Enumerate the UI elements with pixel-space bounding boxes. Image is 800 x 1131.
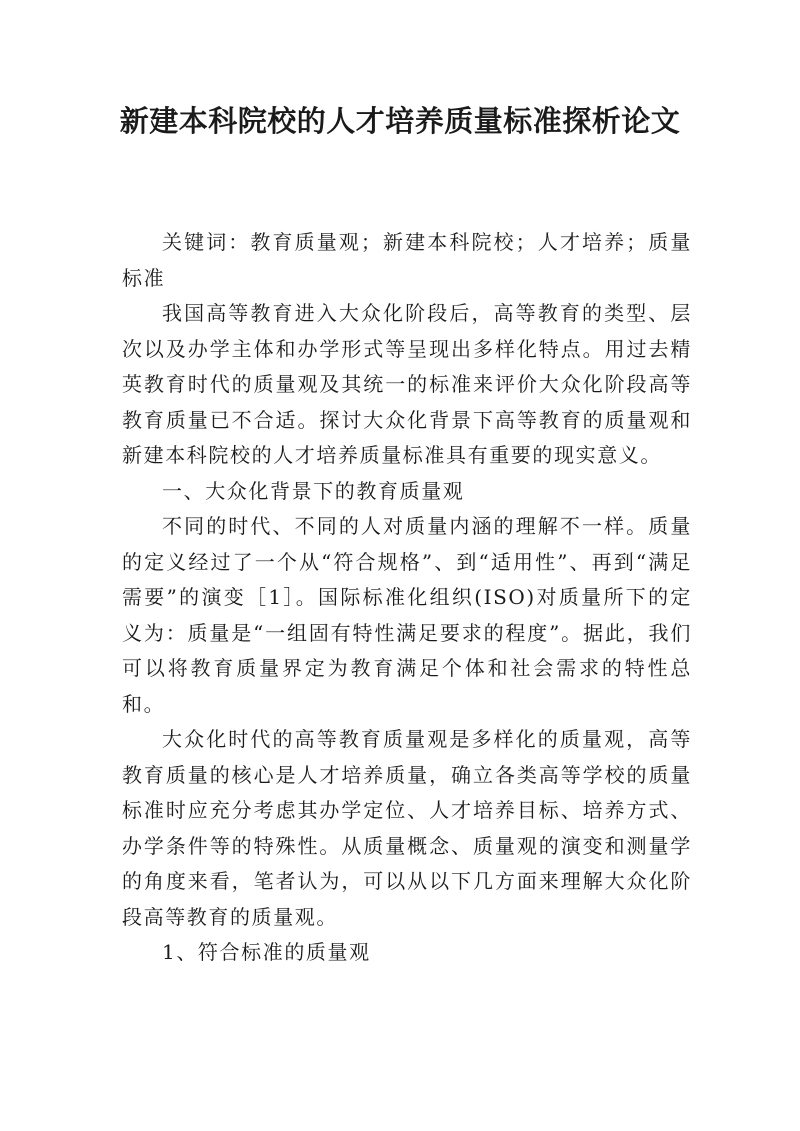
quality-definition-paragraph: 不同的时代、不同的人对质量内涵的理解不一样。质量的定义经过了一个从“符合规格”、到“适用性”、再到“满足需要”的演变［1］。国际标准化组织(ISO)对质量所下的定义为：质量是“一组固有特性满足要求的程度”。据此，我们可以将教育质量界定为教育满足个体和社会需求的特性总和。: [122, 514, 692, 716]
subsection-heading-1: 1、符合标准的质量观: [162, 940, 371, 964]
intro-paragraph: 我国高等教育进入大众化阶段后，高等教育的类型、层次以及办学主体和办学形式等呈现出多样化特点。用过去精英教育时代的质量观及其统一的标准来评价大众化阶段高等教育质量已不合适。探讨大众化背景下高等教育的质量观和新建本科院校的人才培养质量标准具有重要的现实意义。: [122, 301, 692, 467]
mass-education-quality-paragraph: 大众化时代的高等教育质量观是多样化的质量观，高等教育质量的核心是人才培养质量，确立各类高等学校的质量标准时应充分考虑其办学定位、人才培养目标、培养方式、办学条件等的特殊性。从质量概念、质量观的演变和测量学的角度来看，笔者认为，可以从以下几方面来理解大众化阶段高等教育的质量观。: [122, 727, 692, 929]
keywords-paragraph: 关键词：教育质量观；新建本科院校；人才培养；质量标准: [122, 230, 692, 290]
document-title: 新建本科院校的人才培养质量标准探析论文: [119, 104, 681, 138]
document-body: [122, 225, 692, 971]
section-heading-1: 一、大众化背景下的教育质量观: [162, 478, 465, 503]
